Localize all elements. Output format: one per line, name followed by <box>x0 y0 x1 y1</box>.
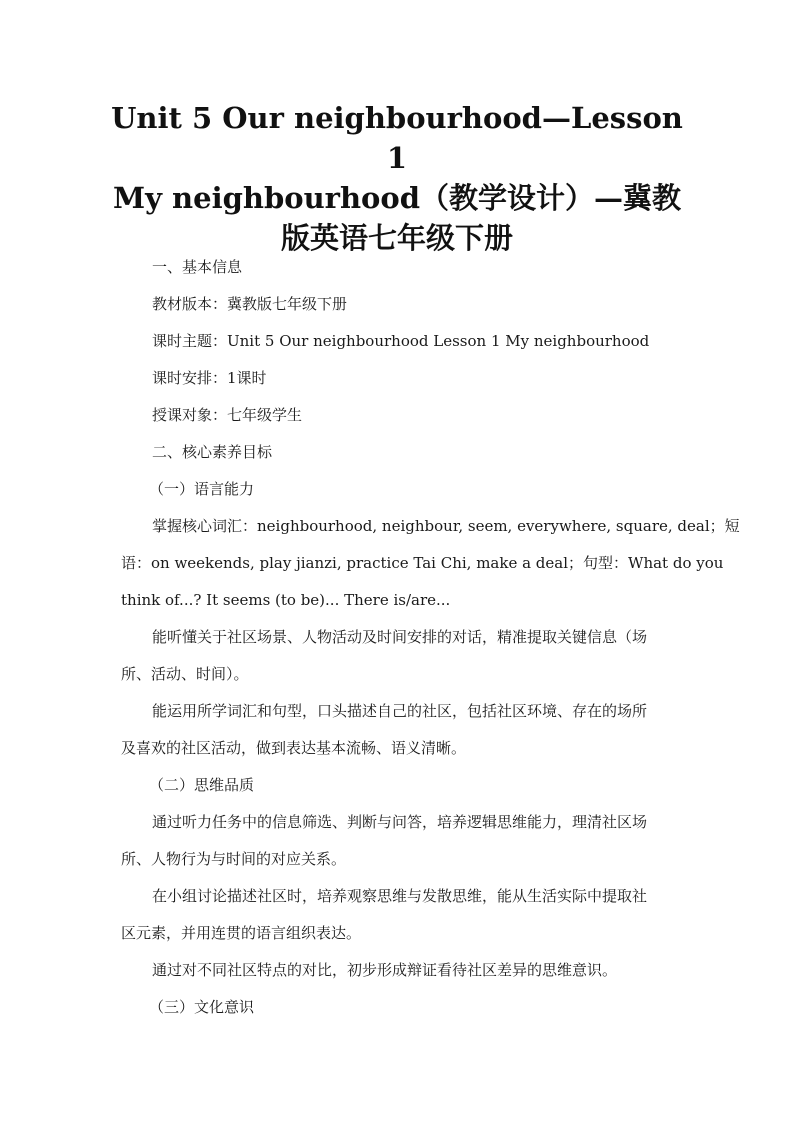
paragraph-line: 区元素，并用连贯的语言组织表达。 <box>121 924 362 942</box>
paragraph-logic <box>121 804 673 878</box>
paragraph-line: 在小组讨论描述社区时，培养观察思维与发散思维，能从生活实际中提取社 <box>152 887 648 905</box>
subsection-heading-language: （一）语言能力 <box>149 480 255 498</box>
subsection-heading-thinking: （二）思维品质 <box>149 776 255 794</box>
document-body <box>121 249 740 1026</box>
paragraph-speaking <box>121 693 673 767</box>
paragraph-vocabulary <box>121 508 740 619</box>
paragraph-group-discussion <box>121 878 673 952</box>
info-target-students: 授课对象：七年级学生 <box>152 406 303 424</box>
section-heading-basic-info: 一、基本信息 <box>152 258 243 276</box>
paragraph-line: 所、活动、时间）。 <box>121 665 249 683</box>
paragraph-line: 能听懂关于社区场景、人物活动及时间安排的对话，精准提取关键信息（场 <box>152 628 648 646</box>
document-title <box>100 98 694 258</box>
paragraph-line: 掌握核心词汇：neighbourhood, neighbour, seem, everywhere, square, deal；短 <box>152 517 740 535</box>
paragraph-line: 所、人物行为与时间的对应关系。 <box>121 850 347 868</box>
title-line-3: 版英语七年级下册 <box>280 221 513 255</box>
paragraph-line: 通过听力任务中的信息筛选、判断与问答，培养逻辑思维能力，理清社区场 <box>152 813 648 831</box>
paragraph-line: 通过对不同社区特点的对比，初步形成辩证看待社区差异的思维意识。 <box>152 961 618 979</box>
section-heading-core-goals: 二、核心素养目标 <box>152 443 273 461</box>
paragraph-line: 语：on weekends, play jianzi, practice Tai Chi, make a deal；句型：What do you <box>121 554 724 572</box>
info-lesson-schedule: 课时安排：1课时 <box>152 369 267 387</box>
paragraph-line: 能运用所学词汇和句型，口头描述自己的社区，包括社区环境、存在的场所 <box>152 702 648 720</box>
info-textbook-version: 教材版本：冀教版七年级下册 <box>152 295 348 313</box>
paragraph-listening <box>121 619 673 693</box>
title-line-1: Unit 5 Our neighbourhood—Lesson 1 <box>111 101 683 175</box>
subsection-heading-culture: （三）文化意识 <box>149 998 255 1016</box>
paragraph-comparison <box>121 952 673 989</box>
paragraph-line: 及喜欢的社区活动，做到表达基本流畅、语义清晰。 <box>121 739 467 757</box>
paragraph-line: think of...? It seems (to be)... There is/are... <box>121 591 451 609</box>
info-lesson-topic: 课时主题：Unit 5 Our neighbourhood Lesson 1 My neighbourhood <box>152 332 650 350</box>
title-line-2: My neighbourhood（教学设计）—冀教 <box>113 181 681 215</box>
